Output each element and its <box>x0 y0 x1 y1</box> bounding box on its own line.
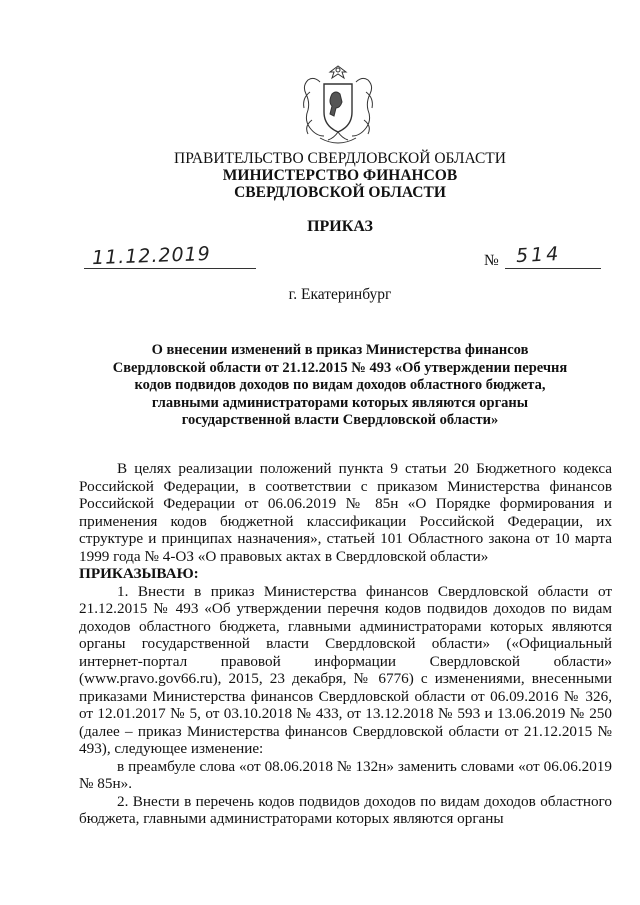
city: г. Екатеринбург <box>288 286 392 303</box>
item-1-paragraph: 1. Внести в приказ Министерства финансов Свердловской области от 21.12.2015 № 493 «Об утверждении перечня кодов подвидов доходов по видам доходов областного бюджета, главными администраторами которых являются органы государственной власти Свердловской области» («Официальный интернет-портал правовой информации Свердловской области» (www.pravo.gov66.ru), 2015, 23 декабря, № 6776) с изменениями, внесенными приказами Министерства финансов Свердловской области от 06.09.2016 № 326, от 12.01.2017 № 5, от 03.10.2018 № 433, от 13.12.2018 № 593 и 13.06.2019 № 250 (далее – приказ Министерства финансов Свердловской области от 21.12.2015 № 493), следующее изменение: <box>79 582 612 757</box>
item-2-paragraph: 2. Внести в перечень кодов подвидов доходов по видам доходов областного бюджета, главными администраторами которых являются органы <box>79 792 612 827</box>
order-word: ПРИКАЗЫВАЮ: <box>79 565 199 582</box>
number-underline <box>505 268 601 269</box>
government-name: ПРАВИТЕЛЬСТВО СВЕРДЛОВСКОЙ ОБЛАСТИ <box>174 150 506 167</box>
date-underline <box>84 268 256 269</box>
order-number: 514 <box>515 242 562 268</box>
ministry-name-line2: СВЕРДЛОВСКОЙ ОБЛАСТИ <box>234 184 446 201</box>
coat-of-arms-icon <box>290 62 386 148</box>
item-1-subparagraph: в преамбуле слова «от 08.06.2018 № 132н» заменить словами «от 06.06.2019 № 85н». <box>79 757 612 792</box>
document-body <box>79 460 612 828</box>
document-type: ПРИКАЗ <box>307 218 373 235</box>
number-sign: № <box>484 252 499 269</box>
preamble-paragraph: В целях реализации положений пункта 9 статьи 20 Бюджетного кодекса Российской Федерации, в соответствии с приказом Министерства финансов Российской Федерации от 06.06.2019 № 85н «О Порядке формирования и применения кодов бюджетной классификации Российской Федерации, их структуре и принципах назначения», статьей 101 Областного закона от 10 марта 1999 года № 4-ОЗ «О правовых актах в Свердловской области» <box>79 460 612 565</box>
order-title: О внесении изменений в приказ Министерства финансов Свердловской области от 21.12.2015 № 493 «Об утверждении перечня кодов подвидов доходов по видам доходов областного бюджета, главными администраторами которых являются органы государственной власти Свердловской области» <box>112 342 568 429</box>
ministry-name-line1: МИНИСТЕРСТВО ФИНАНСОВ <box>222 167 458 184</box>
order-date: 11.12.2019 <box>91 242 212 270</box>
